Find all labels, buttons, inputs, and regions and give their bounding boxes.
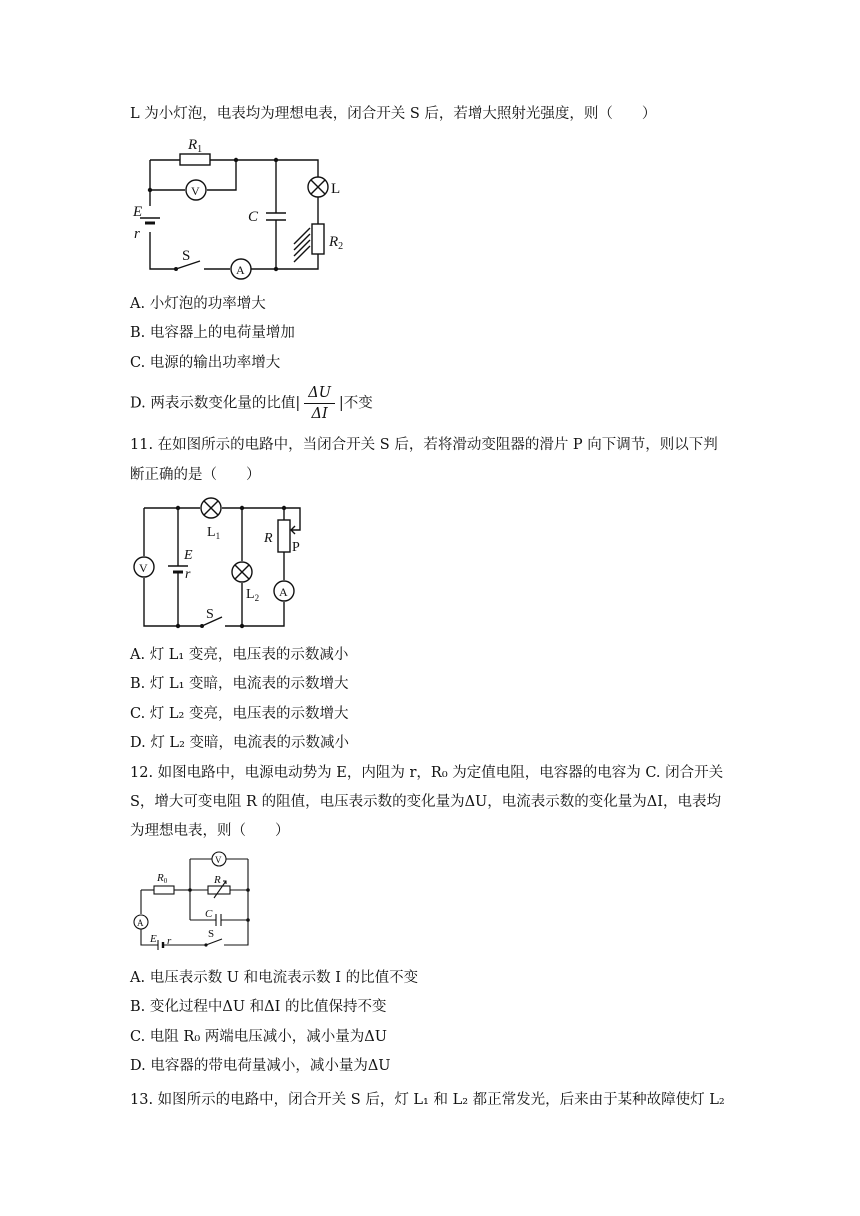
q10-option-a: A. 小灯泡的功率增大 <box>130 296 266 312</box>
svg-text:R: R <box>264 531 273 546</box>
q12-option-c: C. 电阻 R₀ 两端电压减小，减小量为ΔU <box>130 1029 387 1045</box>
svg-text:A: A <box>279 585 288 599</box>
svg-text:A: A <box>236 263 245 277</box>
svg-text:S: S <box>208 928 215 940</box>
svg-text:V: V <box>215 855 222 865</box>
svg-text:r: r <box>185 567 191 582</box>
q11-option-a: A. 灯 L₁ 变亮，电压表的示数减小 <box>130 647 349 663</box>
q11-circuit-diagram <box>130 492 310 632</box>
svg-text:S: S <box>206 607 214 622</box>
svg-text:S: S <box>182 248 191 264</box>
q12-stem-line-1: 12. 如图电路中，电源电动势为 E，内阻为 r，R₀ 为定值电阻，电容器的电容为 C. 闭合开关 <box>130 765 724 781</box>
svg-text:R1: $R_1$ <box>188 137 203 155</box>
q12-stem-line-3: 为理想电表，则（ ） <box>130 823 290 839</box>
q10-option-c: C. 电源的输出功率增大 <box>130 355 281 371</box>
q12-option-b: B. 变化过程中ΔU 和ΔI 的比值保持不变 <box>130 999 387 1015</box>
q11-stem-line-1: 11. 在如图所示的电路中，当闭合开关 S 后，若将滑动变阻器的滑片 P 向下调节，则以下判 <box>130 437 718 453</box>
q10-option-b: B. 电容器上的电荷量增加 <box>130 325 295 341</box>
q12-option-a: A. 电压表示数 U 和电流表示数 I 的比值不变 <box>130 970 419 986</box>
q11-option-b: B. 灯 L₁ 变暗，电流表的示数增大 <box>130 676 349 692</box>
svg-text:C: C <box>205 908 213 920</box>
q12-option-d: D. 电容器的带电荷量减小，减小量为ΔU <box>130 1058 391 1074</box>
q10-intro: L 为小灯泡，电表均为理想电表，闭合开关 S 后，若增大照射光强度，则（ ） <box>130 106 657 122</box>
svg-text:R: R <box>214 874 221 886</box>
q10-circuit-diagram <box>130 134 360 284</box>
svg-text:E: E <box>184 548 193 563</box>
svg-text:L2: $L_2$ <box>246 587 260 603</box>
q11-option-d: D. 灯 L₂ 变暗，电流表的示数减小 <box>130 735 349 751</box>
delta-fraction: $\frac{\Delta U}{\Delta I}$ <box>304 383 335 424</box>
svg-text:A: A <box>137 918 144 928</box>
svg-text:R0: R0 <box>157 872 168 885</box>
svg-text:r: r <box>134 226 140 242</box>
svg-text:R2: $R_2$ <box>329 234 344 252</box>
q13-stem-line-1: 13. 如图所示的电路中，闭合开关 S 后，灯 L₁ 和 L₂ 都正常发光，后来由于某种故障使灯 L₂ <box>130 1092 725 1108</box>
svg-text:L1: $L_1$ <box>207 525 221 541</box>
svg-text:C: C <box>248 209 259 225</box>
q10-option-d: D. 两表示数变化量的比值| $\frac{\Delta U}{\Delta I}$ |不变 <box>130 385 373 422</box>
q11-option-c: C. 灯 L₂ 变亮，电压表的示数增大 <box>130 706 349 722</box>
q11-stem-line-2: 断正确的是（ ） <box>130 467 261 483</box>
svg-text:E: E <box>150 933 157 945</box>
svg-text:L: L <box>331 181 341 197</box>
svg-text:V: V <box>139 561 148 575</box>
svg-text:P: P <box>292 540 300 555</box>
q12-circuit-diagram <box>130 850 260 950</box>
q12-stem-line-2: S，增大可变电阻 R 的阻值，电压表示数的变化量为ΔU，电流表示数的变化量为ΔI，电表均 <box>130 794 721 810</box>
svg-text:V: V <box>191 184 200 198</box>
svg-text:r: r <box>167 935 172 947</box>
svg-text:E: E <box>133 204 143 220</box>
